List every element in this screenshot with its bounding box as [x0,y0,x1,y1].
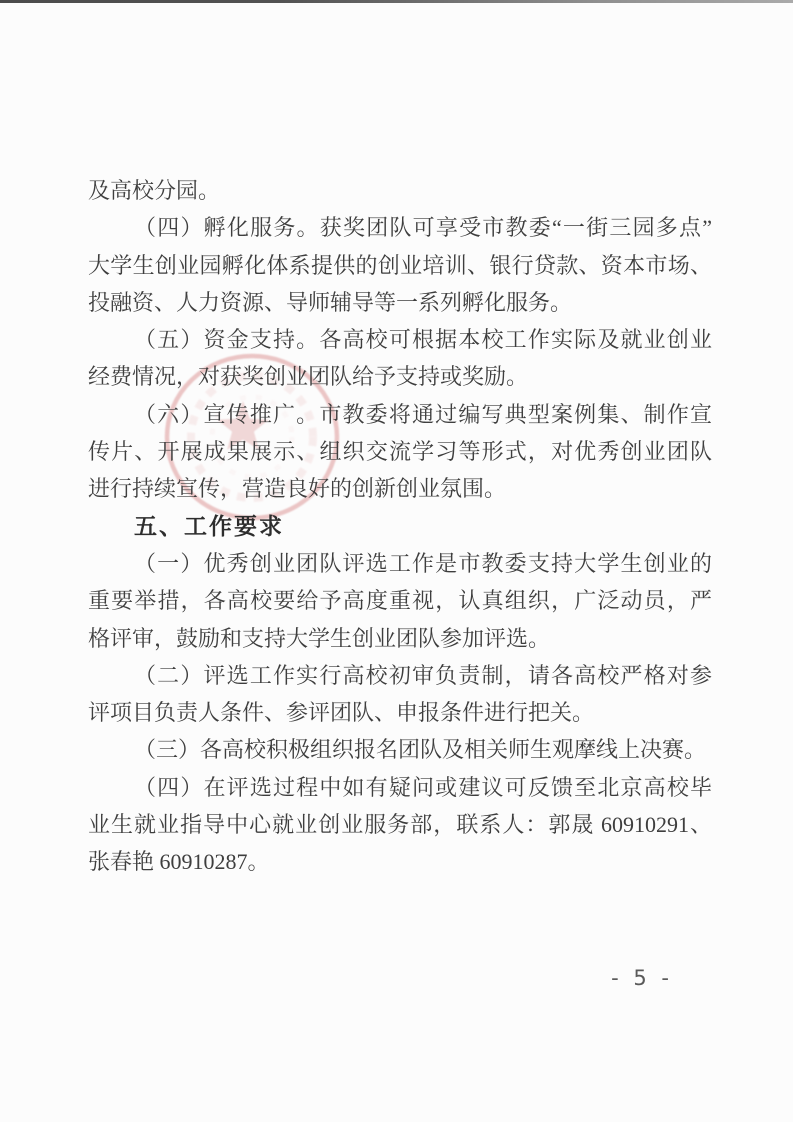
body-line: 大学生创业园孵化体系提供的创业培训、银行贷款、资本市场、 [88,252,712,278]
body-line: 重要举措，各高校要给予高度重视，认真组织，广泛动员，严 [88,588,712,614]
body-line: （四）孵化服务。获奖团队可享受市教委“一街三园多点” [134,215,712,241]
section-heading-work-requirements: 五、工作要求 [134,512,284,539]
body-line: 业生就业指导中心就业创业服务部，联系人：郭晟 60910291、 [88,812,712,838]
body-line: 传片、开展成果展示、组织交流学习等形式，对优秀创业团队 [88,439,712,465]
body-line: （一）优秀创业团队评选工作是市教委支持大学生创业的 [134,550,712,576]
body-line: 格评审，鼓励和支持大学生创业团队参加评选。 [88,625,551,651]
page-number: - 5 - [611,966,673,990]
body-line: （五）资金支持。各高校可根据本校工作实际及就业创业 [134,327,712,353]
body-line: 张春艳 60910287。 [88,849,270,875]
scan-edge-artifact [0,0,793,3]
document-body [88,172,712,881]
body-line: （三）各高校积极组织报名团队及相关师生观摩线上决赛。 [134,737,707,763]
body-line: 经费情况，对获奖创业团队给予支持或奖励。 [88,364,529,390]
body-line: 及高校分园。 [88,178,221,203]
body-line: （二）评选工作实行高校初审负责制，请各高校严格对参 [134,662,712,688]
body-line: 评项目负责人条件、参评团队、申报条件进行把关。 [88,700,595,726]
body-line: 进行持续宣传，营造良好的创新创业氛围。 [88,476,507,502]
body-line: 投融资、人力资源、导师辅导等一系列孵化服务。 [88,289,573,315]
body-line: （六）宣传推广。市教委将通过编写典型案例集、制作宣 [134,401,712,427]
body-line: （四）在评选过程中如有疑问或建议可反馈至北京高校毕 [134,774,712,800]
